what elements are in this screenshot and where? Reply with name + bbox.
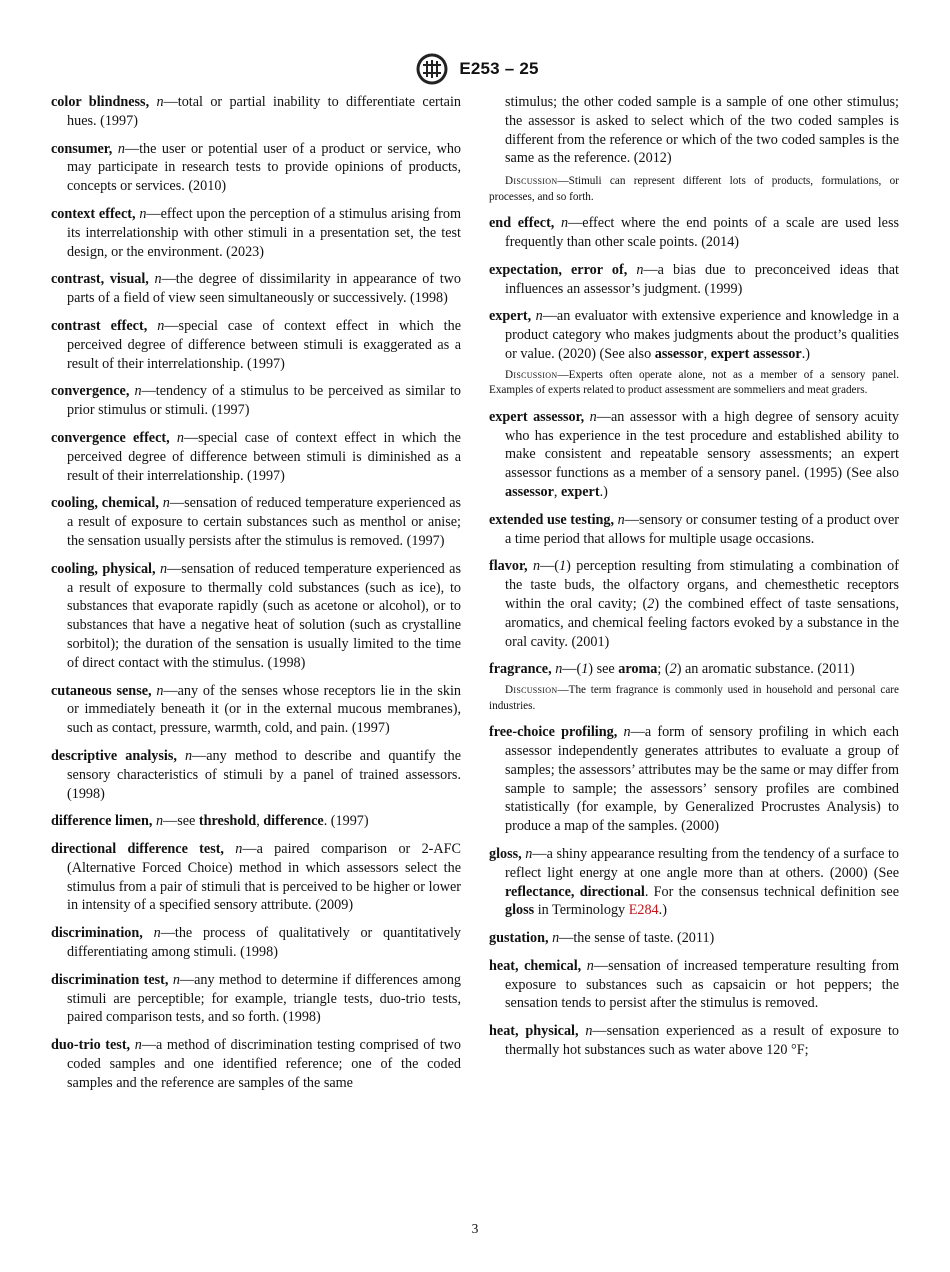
term: convergence,: [51, 383, 130, 400]
sense-number: 2: [647, 595, 655, 612]
term: fragrance,: [489, 661, 552, 678]
definition: —(: [562, 661, 582, 678]
part-of-speech: n: [134, 1037, 142, 1054]
definition: —the degree of dissimilarity in appearance of two parts of a field of view seen simultaneously or successively. (1998): [67, 271, 462, 307]
part-of-speech: n: [172, 971, 180, 988]
term: extended use testing,: [489, 511, 615, 528]
entry-consumer: [51, 140, 461, 196]
discussion-label: Discussion: [505, 684, 558, 697]
entry-fragrance: [489, 660, 899, 679]
part-of-speech: n: [532, 558, 541, 575]
part-of-speech: n: [117, 140, 125, 157]
cross-reference: expert assessor: [710, 345, 802, 362]
term: descriptive analysis,: [51, 747, 177, 764]
part-of-speech: n: [134, 383, 142, 400]
definition: —an assessor with a high degree of sensory acuity who has experience in the test procedure and established ability to make consistent and repeatable sensory assessments; an expert assessor functions as a member of a sensory panel. (1995) (See also: [505, 408, 900, 482]
part-of-speech: n: [623, 724, 631, 741]
entry-duo-trio-test: [51, 1036, 461, 1092]
entry-cutaneous-sense: [51, 682, 461, 738]
part-of-speech: n: [162, 495, 170, 512]
term: color blindness,: [51, 94, 150, 110]
term: contrast effect,: [51, 317, 148, 334]
separator: ,: [256, 813, 264, 830]
entry-free-choice-profiling: [489, 723, 899, 836]
cross-reference: expert: [560, 483, 600, 500]
term: consumer,: [51, 140, 113, 157]
discussion-label: Discussion: [505, 175, 558, 188]
term: gloss,: [489, 845, 522, 862]
entry-end-effect: [489, 214, 899, 252]
part-of-speech: n: [156, 94, 164, 110]
entry-context-effect: [51, 205, 461, 261]
definition-end: .): [658, 902, 667, 919]
part-of-speech: n: [156, 682, 164, 699]
definition: —a bias due to preconceived ideas that influences an assessor’s judgment. (1999): [505, 261, 900, 297]
discussion-note: [489, 683, 899, 714]
definition-end: . (1997): [323, 813, 369, 830]
definition: —any of the senses whose receptors lie in the skin or immediately beneath it (or in the external mucous membranes), such as contact, pressure, warmth, cold, and pain. (1997): [67, 682, 461, 737]
term: expert assessor,: [489, 408, 585, 425]
entry-descriptive-analysis: [51, 747, 461, 803]
entry-color-blindness: [51, 93, 461, 131]
term: free-choice profiling,: [489, 724, 618, 741]
part-of-speech: n: [535, 308, 543, 325]
part-of-speech: n: [154, 271, 162, 288]
term: discrimination test,: [51, 971, 169, 988]
entry-duo-trio-continued: stimulus; the other coded sample is a sample of one other stimulus; the assessor is asked to select which of the two coded samples is different from the reference or which of the two coded samples is the same as the reference. (2012): [505, 94, 899, 167]
entry-discrimination-test: [51, 971, 461, 1027]
entry-difference-limen: [51, 812, 461, 831]
term: flavor,: [489, 558, 528, 575]
part-of-speech: n: [155, 813, 164, 830]
definition: in Terminology: [534, 902, 629, 919]
part-of-speech: n: [636, 261, 644, 278]
definition: ; (: [657, 661, 670, 678]
separator: ,: [553, 483, 561, 500]
entry-gustation: [489, 929, 899, 948]
part-of-speech: n: [184, 747, 193, 764]
entry-directional-difference-test: [51, 840, 461, 915]
part-of-speech: n: [159, 560, 168, 577]
definition: —a form of sensory profiling in which each assessor independently generates attributes to evaluate a group of samples; the assessors’ attributes may be the same or may differ from sample to sample; the assessors’ sensory profiles are combined statistically (for example, by Generalized Procrustes Analysis) to produce a map of the samples. (2000): [505, 724, 899, 835]
definition: —a shiny appearance resulting from the tendency of a surface to reflect light energy at one angle more than at others. (2000) (See: [505, 845, 899, 881]
definition: —effect upon the perception of a stimulus arising from its interrelationship with other stimuli in a presentation set, the test design, or the environment. (2023): [67, 205, 461, 260]
definition: ) an aromatic substance. (2011): [676, 661, 855, 678]
term: duo-trio test,: [51, 1037, 131, 1054]
right-column: [489, 93, 899, 1069]
discussion-note: [489, 368, 899, 399]
cross-reference: assessor: [654, 345, 704, 362]
definition: ) see: [588, 661, 619, 678]
part-of-speech: n: [153, 925, 161, 942]
definition: —effect where the end points of a scale are used less frequently than other scale points. (2014): [505, 215, 900, 250]
e284-link[interactable]: E284: [628, 902, 659, 919]
discussion-text: —Experts often operate alone, not as a member of a sensory panel. Examples of experts related to product assessment are sommeliers and meat graders.: [489, 368, 899, 397]
entry-cooling-physical: [51, 560, 461, 673]
term: expert,: [489, 308, 532, 325]
part-of-speech: n: [589, 408, 597, 425]
part-of-speech: n: [617, 511, 625, 528]
part-of-speech: n: [235, 841, 243, 858]
definition: —the process of qualitatively or quantitatively differentiating among stimuli. (1998): [67, 925, 462, 961]
sense-number: 1: [558, 558, 567, 575]
part-of-speech: n: [555, 661, 563, 678]
definition-end: .): [599, 483, 608, 500]
astm-logo-icon: [411, 52, 453, 86]
definition: —sensation of reduced temperature experienced as a result of exposure to thermally cold substances (such as ice), to substances that evaporate rapidly (such as acetone or alcohol), or to substances that have a negative heat of solution (such as crystalline sorbitol); the duration of the sensation is usually limited to the time of direct contact with the stimulus. (1998): [67, 560, 462, 671]
entry-flavor: [489, 557, 899, 651]
definition: ) perception resulting from stimulating a combination of the taste buds, the olfactory organs, and chemesthetic receptors within the oral cavity; (: [505, 558, 900, 612]
term: end effect,: [489, 215, 555, 232]
cross-reference: aroma: [618, 661, 658, 678]
entry-gloss: [489, 845, 899, 920]
cross-reference: reflectance, directional: [505, 883, 645, 900]
sense-number: 2: [669, 661, 677, 678]
term: discrimination,: [51, 925, 143, 942]
cross-reference: gloss: [505, 902, 535, 919]
cross-reference: difference: [263, 813, 324, 830]
left-column: [51, 93, 461, 1102]
definition: —sensation experienced as a result of exposure to thermally hot substances such as water above 120 °F;: [505, 1023, 899, 1059]
entry-expert-assessor: [489, 408, 899, 502]
discussion-text: —Stimuli can represent different lots of products, formulations, or processes, and so forth.: [489, 175, 899, 203]
definition: —total or partial inability to differentiate certain hues. (1997): [67, 94, 462, 129]
definition: —special case of context effect in which the perceived degree of difference between stimuli is diminished as a result of their interrelationship. (1997): [67, 429, 461, 484]
definition: —any method to describe and quantify the sensory characteristics of stimuli by a panel of trained assessors. (1998): [67, 747, 461, 802]
definition: ) the combined effect of taste sensations, aromatics, and chemical feeling factors evoked by a substance in the oral cavity. (2001): [505, 595, 899, 650]
page-number: 3: [471, 1221, 479, 1236]
definition-end: .): [801, 345, 810, 362]
discussion-note: [489, 174, 899, 205]
part-of-speech: n: [585, 1023, 593, 1040]
term: gustation,: [489, 930, 549, 947]
term: convergence effect,: [51, 429, 170, 446]
entry-heat-chemical: [489, 957, 899, 1013]
part-of-speech: n: [525, 845, 533, 862]
discussion-label: Discussion: [505, 368, 558, 381]
entry-extended-use-testing: [489, 511, 899, 549]
definition: —the sense of taste. (2011): [559, 930, 715, 947]
definition: —sensory or consumer testing of a product over a time period that allows for multiple usage occasions.: [505, 511, 899, 547]
definition: —sensation of reduced temperature experienced as a result of exposure to certain substances such as menthol or anise; the sensation usually persists after the stimulus is removed. (1997): [67, 495, 462, 549]
entry-expectation-error: [489, 261, 899, 299]
definition: —sensation of increased temperature resulting from exposure to substances such as capsaicin or hot peppers; the sensation tends to persist after the stimulus is removed.: [505, 957, 900, 1012]
document-designation: E253 – 25: [459, 59, 539, 78]
term: difference limen,: [51, 813, 153, 830]
term: cooling, physical,: [51, 560, 156, 577]
entry-discrimination: [51, 924, 461, 962]
definition: —a method of discrimination testing comprised of two coded samples and one identified reference; one of the coded samples and the reference are samples of the same: [67, 1037, 461, 1091]
term: heat, physical,: [489, 1023, 579, 1040]
part-of-speech: n: [552, 930, 560, 947]
part-of-speech: n: [139, 205, 147, 222]
term: cooling, chemical,: [51, 495, 159, 512]
sense-number: 1: [581, 661, 589, 678]
part-of-speech: n: [561, 215, 569, 232]
term: cutaneous sense,: [51, 682, 152, 699]
entry-contrast-effect: [51, 317, 461, 373]
term: directional difference test,: [51, 841, 224, 858]
cross-reference: threshold: [198, 813, 257, 830]
definition: —(: [540, 558, 559, 575]
entry-expert: [489, 307, 899, 363]
part-of-speech: n: [176, 429, 184, 446]
definition: —special case of context effect in which the perceived degree of difference between stimuli is exaggerated as a result of their interrelationship. (1997): [67, 317, 461, 372]
part-of-speech: n: [586, 957, 594, 974]
separator: ,: [703, 345, 711, 362]
definition: . For the consensus technical definition see: [644, 883, 899, 900]
discussion-text: —The term fragrance is commonly used in household and personal care industries.: [489, 684, 899, 712]
term: heat, chemical,: [489, 957, 582, 974]
definition: —any method to determine if differences among stimuli are perceptible; for example, triangle tests, duo-trio tests, paired comparison tests, and so forth. (1998): [67, 971, 462, 1026]
entry-convergence-effect: [51, 429, 461, 485]
part-of-speech: n: [157, 317, 165, 334]
definition: —see: [163, 813, 199, 830]
definition: —tendency of a stimulus to be perceived as similar to prior stimulus or stimuli. (1997): [67, 383, 462, 419]
term: contrast, visual,: [51, 271, 149, 288]
entry-heat-physical: [489, 1022, 899, 1060]
definition: —an evaluator with extensive experience and knowledge in a product category who makes judgments about the product’s qualities or value. (2020) (See also: [505, 308, 899, 362]
definition: —a paired comparison or 2-AFC (Alternative Forced Choice) method in which assessors select the stimulus from a pair of stimuli that is perceived to be higher or lower in intensity of a specified sensory attribute. (2009): [67, 841, 461, 914]
cross-reference: assessor: [505, 483, 554, 500]
page-header: [0, 52, 950, 86]
entry-convergence: [51, 382, 461, 420]
term: expectation, error of,: [489, 261, 628, 278]
term: context effect,: [51, 205, 136, 222]
entry-contrast-visual: [51, 270, 461, 308]
definition: —the user or potential user of a product or service, who may participate in research tests to provide opinions of products, concepts or services. (2010): [67, 140, 462, 195]
entry-cooling-chemical: [51, 494, 461, 550]
